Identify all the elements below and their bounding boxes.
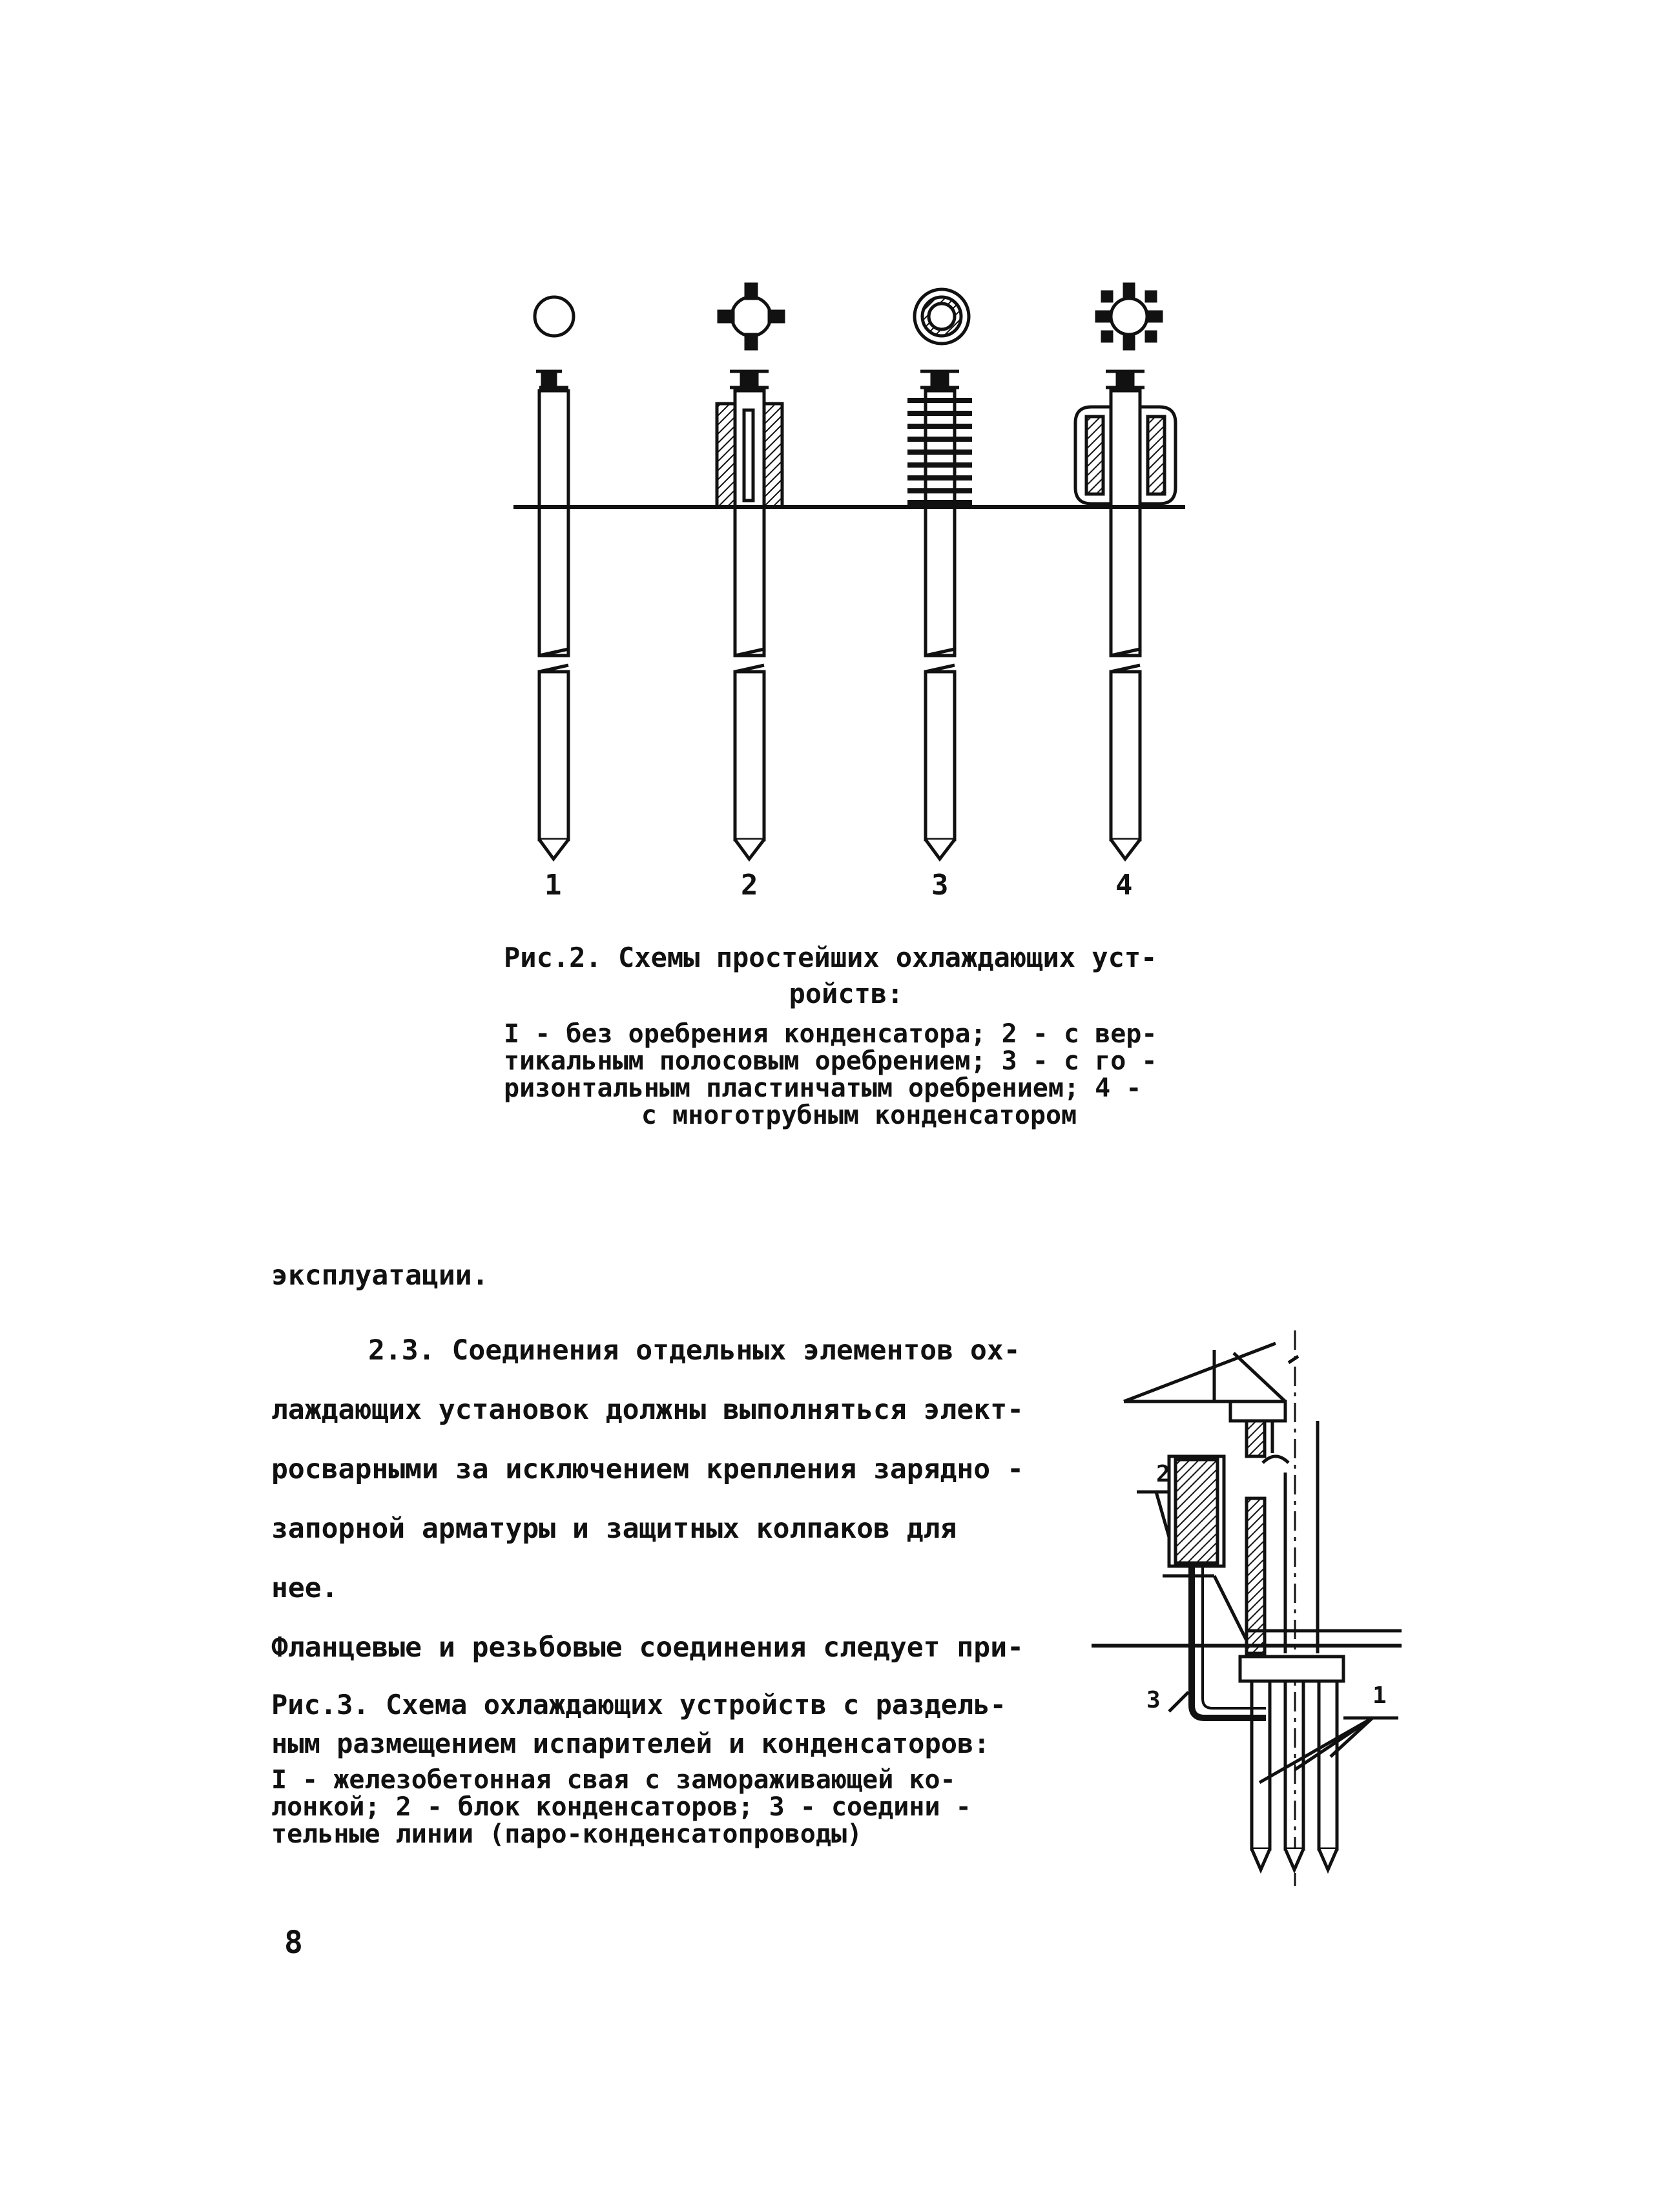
figure-2-label-4: 4 (1115, 869, 1133, 902)
legend-line: I - без оребрения конденсатора; 2 - с вер- (504, 1019, 1157, 1049)
paragraph-line: лаждающих установок должны выполняться элект- (271, 1394, 1024, 1426)
figure-3-callout-2: 2 (1156, 1461, 1170, 1487)
caption-line: Рис.3. Схема охлаждающих устройств с раздель- (271, 1689, 1006, 1721)
legend-line: лонкой; 2 - блок конденсаторов; 3 - соедини - (271, 1792, 971, 1822)
legend-line: тельные линии (паро-конденсатопроводы) (271, 1819, 863, 1849)
continuation-text: эксплуатации. (271, 1259, 489, 1292)
legend-line: с многотрубным конденсатором (641, 1101, 1077, 1130)
figure-3-caption-legend (271, 1766, 1046, 1848)
caption-line: ным размещением испарителей и конденсаторов: (271, 1728, 990, 1759)
paragraph-line: 2.3. Соединения отдельных элементов ох- (368, 1334, 1020, 1367)
legend-line: I - железобетонная свая с замораживающей ко- (271, 1765, 956, 1795)
figure-2-label-2: 2 (741, 869, 758, 902)
page-number: 8 (284, 1925, 303, 1961)
figure-3-callout-1: 1 (1372, 1682, 1387, 1709)
paragraph-line: росварными за исключением крепления зарядно - (271, 1453, 1024, 1485)
figure-3-callout-3: 3 (1146, 1687, 1161, 1713)
paragraph-line: запорной арматуры и защитных колпаков для нее. (271, 1513, 957, 1604)
figure-2-label-1: 1 (544, 869, 562, 902)
figure-3-caption-title (271, 1686, 1046, 1763)
legend-line: тикальным полосовым оребрением; 3 - с го - (504, 1046, 1157, 1076)
legend-line: ризонтальным пластинчатым оребрением; 4 - (504, 1073, 1142, 1103)
caption-line: ройств: (789, 978, 904, 1009)
caption-line: Рис.2. Схемы простейших охлаждающих уст- (504, 942, 1157, 973)
figure-2-label-3: 3 (931, 869, 949, 902)
paragraph-line: Фланцевые и резьбовые соединения следует при- (271, 1631, 1024, 1664)
